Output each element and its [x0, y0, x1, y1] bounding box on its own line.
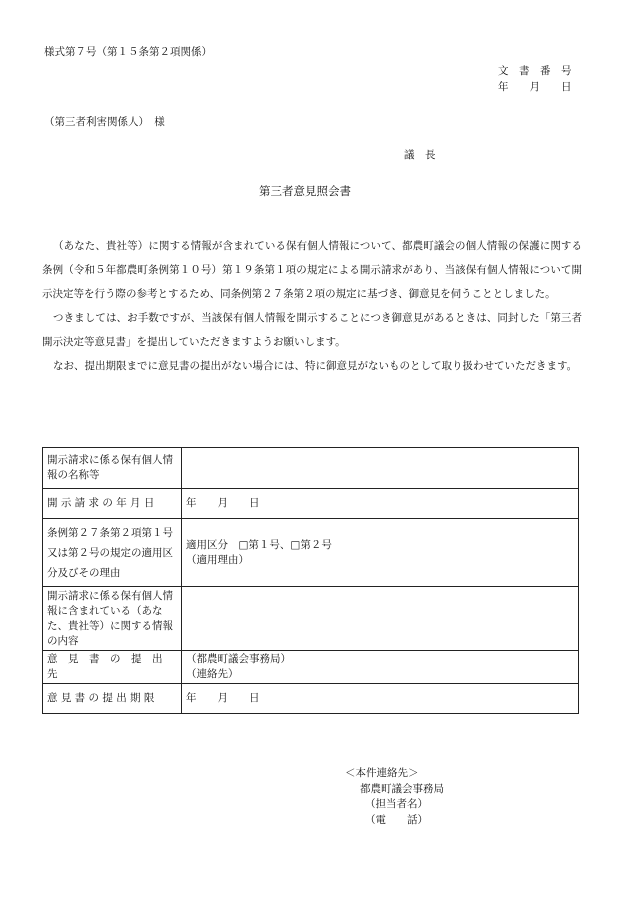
- date-line: 年 月 日: [498, 81, 572, 93]
- sender: 議 長: [404, 149, 436, 161]
- row5-label: 意 見 書 の 提 出 先: [43, 651, 182, 684]
- row5-value-line2: （連絡先）: [186, 668, 239, 680]
- contact-heading: ＜本件連絡先＞: [345, 767, 419, 779]
- table-row: [43, 519, 579, 587]
- table-row: [43, 684, 579, 714]
- row2-label: 開 示 請 求 の 年 月 日: [43, 489, 182, 519]
- table-row: [43, 651, 579, 684]
- addressee: （第三者利害関係人） 様: [44, 116, 165, 128]
- paragraph-2: つきましては、お手数ですが、当該保有個人情報を開示することにつき御意見があるときは、同封した「第三者開示決定等意見書」を提出していただきますようお願いします。: [42, 312, 582, 348]
- row3-value-line1: 適用区分 □第１号、□第２号: [186, 538, 332, 551]
- row3-label: 条例第２７条第２項第１号又は第２号の規定の適用区分及びその理由: [43, 519, 182, 587]
- contact-person: （担当者名）: [365, 798, 428, 810]
- row1-value: [182, 448, 579, 489]
- table-row: [43, 489, 579, 519]
- body-text: [42, 234, 582, 378]
- contact-office: 都農町議会事務局: [360, 782, 444, 795]
- row5-value: [182, 651, 579, 684]
- table-row: [43, 587, 579, 651]
- row1-label: 開示請求に係る保有個人情報の名称等: [43, 448, 182, 489]
- document-number-label: 文 書 番 号: [498, 65, 572, 77]
- row6-label: 意 見 書 の 提 出 期 限: [43, 684, 182, 714]
- row4-label: 開示請求に係る保有個人情報に含まれている（あなた、貴社等）に関する情報の内容: [43, 587, 182, 651]
- table-row: [43, 448, 579, 489]
- row3-value: [182, 519, 579, 587]
- paragraph-1: （あなた、貴社等）に関する情報が含まれている保有個人情報について、都農町議会の個人情報の保護に関する条例（令和５年都農町条例第１０号）第１９条第１項の規定による開示請求があり、当該保有個人情報について開示決定等を行う際の参考とするため、同条例第２７条第２項の規定に基づき、御意見を伺うこととしました。: [42, 240, 582, 300]
- contact-phone: （電 話）: [365, 813, 428, 826]
- row6-value: 年 月 日: [182, 684, 579, 714]
- row2-value: 年 月 日: [182, 489, 579, 519]
- inquiry-table: [42, 447, 579, 714]
- row5-value-line1: （都農町議会事務局）: [186, 653, 291, 665]
- row3-value-line2: （適用理由）: [186, 553, 249, 566]
- form-id: 様式第７号（第１５条第２項関係）: [44, 46, 212, 58]
- paragraph-3: なお、提出期限までに意見書の提出がない場合には、特に御意見がないものとして取り扱わせていただきます。: [53, 360, 578, 372]
- contact-block: [345, 766, 444, 828]
- row4-value: [182, 587, 579, 651]
- document-title: 第三者意見照会書: [259, 184, 351, 198]
